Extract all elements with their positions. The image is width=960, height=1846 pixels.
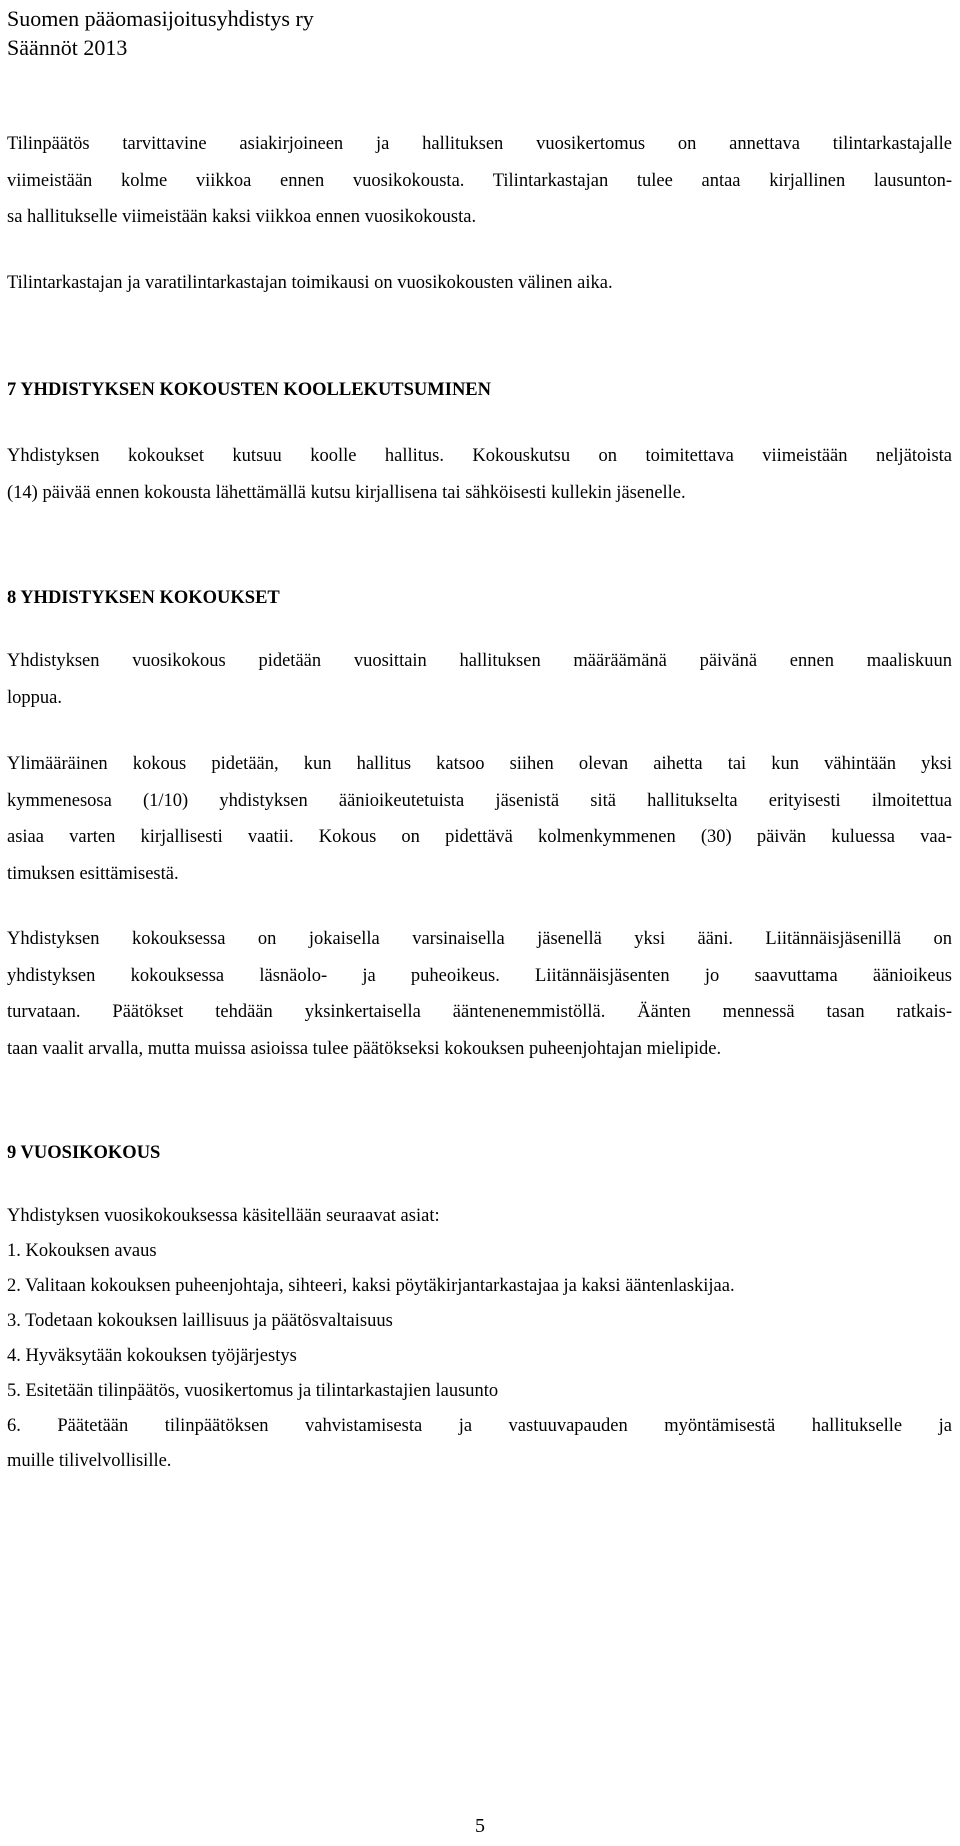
body-line: sa hallitukselle viimeistään kaksi viikkoa ennen vuosikokousta. <box>7 207 477 227</box>
body-line: yhdistyksen kokouksessa läsnäolo- ja puheoikeus. Liitännäisjäsenten jo saavuttama äänioikeus <box>7 966 952 986</box>
body-line: turvataan. Päätökset tehdään yksinkertaisella ääntenenemmistöllä. Äänten mennessä tasan ratkais- <box>7 1002 952 1022</box>
body-line: Yhdistyksen vuosikokous pidetään vuosittain hallituksen määräämänä päivänä ennen maaliskuun <box>7 651 952 671</box>
body-line: timuksen esittämisestä. <box>7 864 179 884</box>
document-title: Säännöt 2013 <box>7 35 128 60</box>
list-item: 4. Hyväksytään kokouksen työjärjestys <box>7 1346 297 1366</box>
list-item: 1. Kokouksen avaus <box>7 1241 157 1261</box>
body-line: (14) päivää ennen kokousta lähettämällä kutsu kirjallisena tai sähköisesti kullekin jäsenelle. <box>7 483 686 503</box>
list-item: 3. Todetaan kokouksen laillisuus ja päätösvaltaisuus <box>7 1311 393 1331</box>
section-heading: 7 YHDISTYKSEN KOKOUSTEN KOOLLEKUTSUMINEN <box>7 380 492 400</box>
body-paragraph: Tilintarkastajan ja varatilintarkastajan toimikausi on vuosikokousten välinen aika. <box>7 273 613 293</box>
list-item: 5. Esitetään tilinpäätös, vuosikertomus ja tilintarkastajien lausunto <box>7 1381 499 1401</box>
list-item: 6. Päätetään tilinpäätöksen vahvistamisesta ja vastuuvapauden myöntämisestä hallitukselle ja <box>7 1416 952 1436</box>
page-number: 5 <box>475 1815 485 1837</box>
body-line: loppua. <box>7 688 62 708</box>
body-line: Ylimääräinen kokous pidetään, kun hallitus katsoo siihen olevan aihetta tai kun vähintään yksi <box>7 754 952 774</box>
section-heading: 9 VUOSIKOKOUS <box>7 1143 161 1163</box>
body-line: Yhdistyksen kokoukset kutsuu koolle hallitus. Kokouskutsu on toimitettava viimeistään neljätoista <box>7 446 952 466</box>
page-header <box>7 4 314 62</box>
body-line: kymmenesosa (1/10) yhdistyksen äänioikeutetuista jäsenistä sitä hallitukselta erityisesti ilmoitettua <box>7 791 952 811</box>
body-line: asiaa varten kirjallisesti vaatii. Kokous on pidettävä kolmenkymmenen (30) päivän kuluessa vaa- <box>7 827 952 847</box>
body-line: Yhdistyksen kokouksessa on jokaisella varsinaisella jäsenellä yksi ääni. Liitännäisjäsenillä on <box>7 929 952 949</box>
list-intro: Yhdistyksen vuosikokouksessa käsitellään seuraavat asiat: <box>7 1206 440 1226</box>
body-line: taan vaalit arvalla, mutta muissa asioissa tulee päätökseksi kokouksen puheenjohtajan mielipide. <box>7 1039 722 1059</box>
body-line: viimeistään kolme viikkoa ennen vuosikokousta. Tilintarkastajan tulee antaa kirjallinen lausunton- <box>7 171 952 191</box>
organization-name: Suomen pääomasijoitusyhdistys ry <box>7 6 314 31</box>
body-line: Tilinpäätös tarvittavine asiakirjoineen ja hallituksen vuosikertomus on annettava tilintarkastajalle <box>7 134 952 154</box>
list-item-continuation: muille tilivelvollisille. <box>7 1451 172 1471</box>
section-heading: 8 YHDISTYKSEN KOKOUKSET <box>7 588 280 608</box>
list-item: 2. Valitaan kokouksen puheenjohtaja, sihteeri, kaksi pöytäkirjantarkastajaa ja kaksi ääntenlaskijaa. <box>7 1276 735 1296</box>
